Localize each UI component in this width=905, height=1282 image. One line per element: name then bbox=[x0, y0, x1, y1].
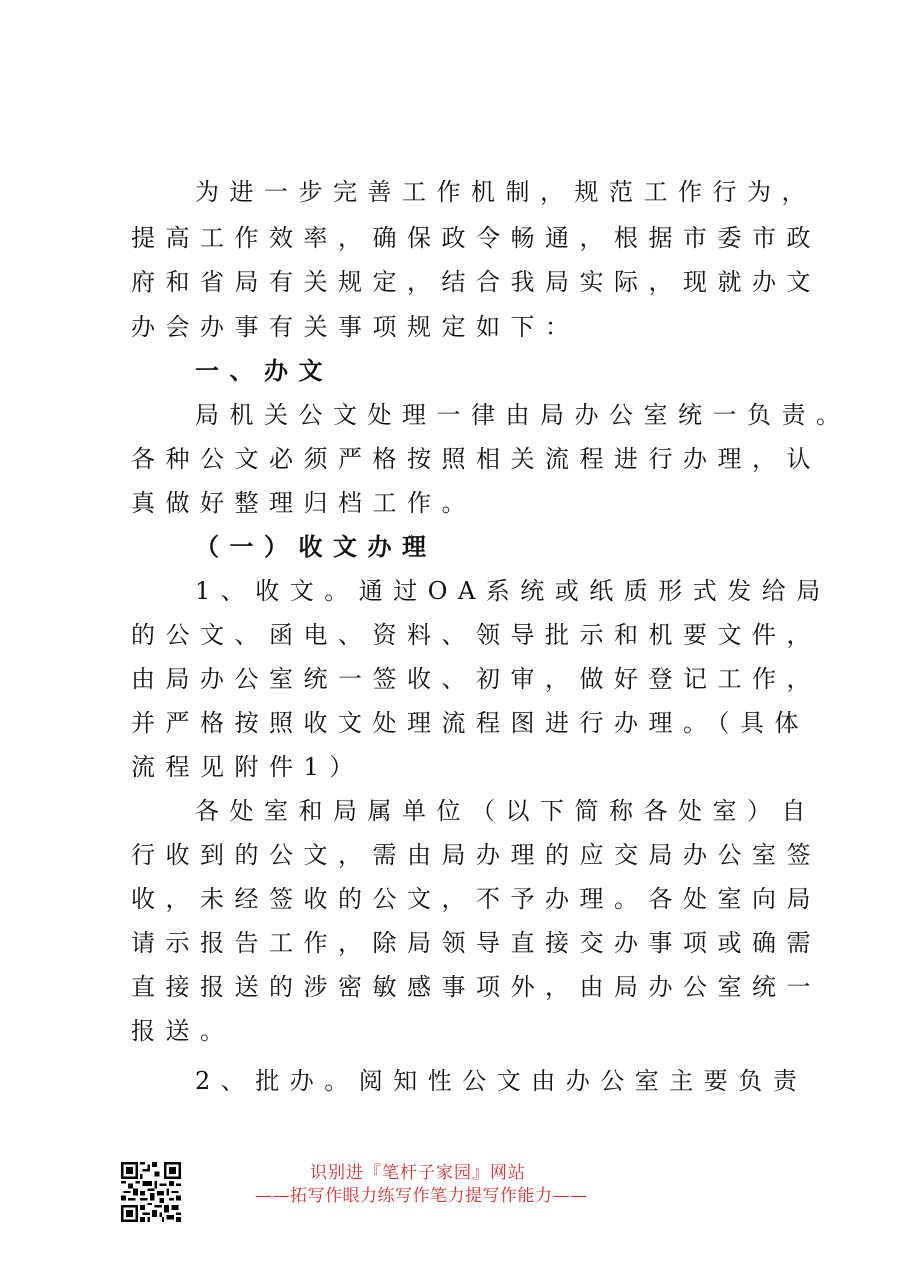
qr-code-icon[interactable] bbox=[121, 1162, 181, 1222]
paragraph-line: 报送。 bbox=[131, 1017, 235, 1045]
paragraph-line: 由局办公室统一签收、初审，做好登记工作， bbox=[131, 665, 821, 693]
paragraph-line: 并严格按照收文处理流程图进行办理。（具体 bbox=[131, 709, 809, 737]
footer-slogan-text: ——拓写作眼力练写作笔力提写作能力—— bbox=[255, 1186, 588, 1206]
paragraph-line: 直接报送的涉密敏感事项外，由局办公室统一 bbox=[131, 973, 821, 1001]
paragraph-line: 为进一步完善工作机制，规范工作行为， bbox=[195, 178, 816, 206]
paragraph-line: 的公文、函电、资料、领导批示和机要文件， bbox=[131, 621, 821, 649]
paragraph-line: 各种公文必须严格按照相关流程进行办理，认 bbox=[131, 445, 821, 473]
paragraph-line: 各处室和局属单位（以下简称各处室）自 bbox=[195, 797, 816, 825]
paragraph-line: 请示报告工作，除局领导直接交办事项或确需 bbox=[131, 929, 821, 957]
paragraph-line: 流程见附件1） bbox=[131, 753, 364, 781]
footer-website-text: 识别进『笔杆子家园』网站 bbox=[310, 1163, 526, 1183]
paragraph-line: 府和省局有关规定，结合我局实际，现就办文 bbox=[131, 268, 821, 296]
paragraph-line: 办会办事有关事项规定如下： bbox=[131, 313, 580, 341]
paragraph-line: 真做好整理归档工作。 bbox=[131, 489, 476, 517]
paragraph-line: 2、批办。阅知性公文由办公室主要负责 bbox=[195, 1067, 808, 1095]
paragraph-line: 局机关公文处理一律由局办公室统一负责。 bbox=[195, 401, 851, 429]
subsection-heading: （一）收文办理 bbox=[195, 532, 437, 561]
paragraph-line: 提高工作效率，确保政令畅通，根据市委市政 bbox=[131, 224, 821, 252]
paragraph-line: 1、收文。通过OA系统或纸质形式发给局 bbox=[195, 577, 831, 605]
section-heading: 一、办文 bbox=[195, 356, 333, 385]
paragraph-line: 行收到的公文，需由局办理的应交局办公室签 bbox=[131, 841, 821, 869]
paragraph-line: 收，未经签收的公文，不予办理。各处室向局 bbox=[131, 885, 821, 913]
